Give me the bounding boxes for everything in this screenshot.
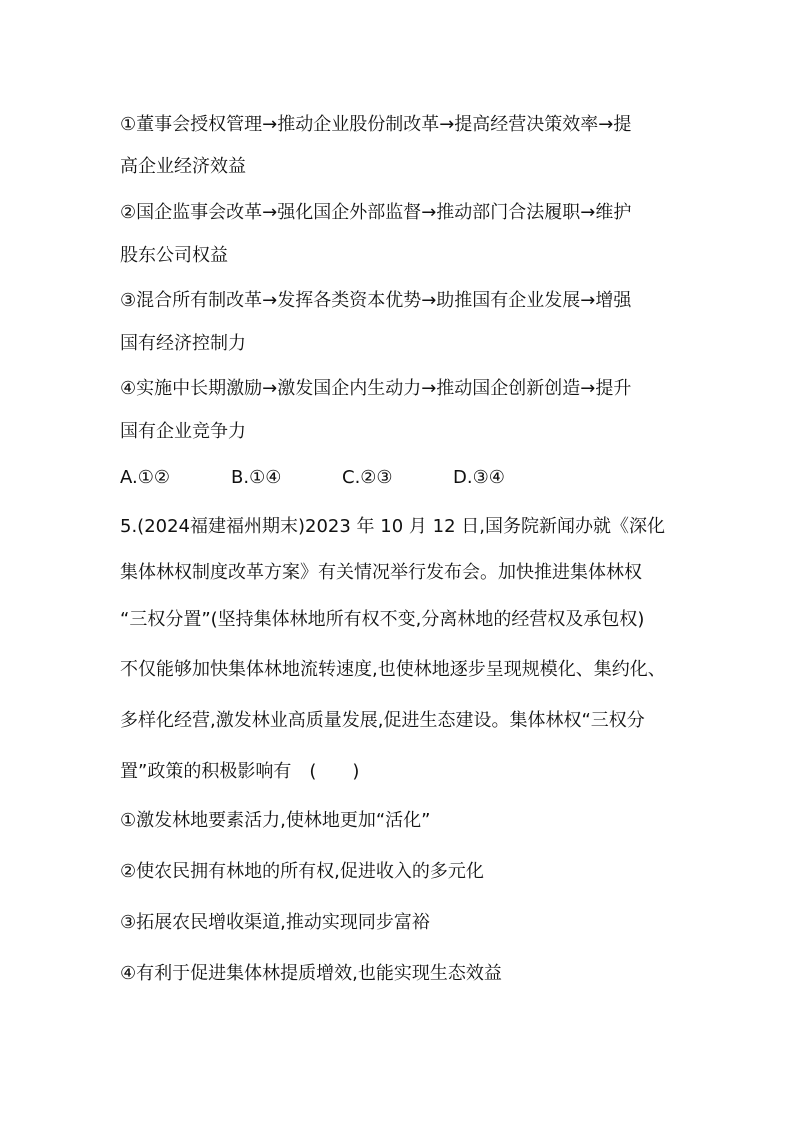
q4-item-1-line-2: 高企业经济效益 xyxy=(120,156,246,177)
q4-item-2-line-1: ②国企监事会改革→强化国企外部监督→推动部门合法履职→维护 xyxy=(120,202,632,223)
q5-stem-line-5: 多样化经营,激发林业高质量发展,促进生态建设。集体林权“三权分 xyxy=(120,710,645,731)
q4-item-4-line-2: 国有企业竞争力 xyxy=(120,421,246,442)
q4-option-d: D.③④ xyxy=(453,467,505,488)
q4-item-1-line-1: ①董事会授权管理→推动企业股份制改革→提高经营决策效率→提 xyxy=(120,114,632,135)
q5-item-1: ①激发林地要素活力,使林地更加“活化” xyxy=(120,810,431,831)
q4-option-b: B.①④ xyxy=(231,467,282,488)
q5-stem-line-6: 置”政策的积极影响有 ( ) xyxy=(120,761,360,782)
q5-stem-line-2: 集体林权制度改革方案》有关情况举行发布会。加快推进集体林权 xyxy=(120,562,642,583)
q4-answer-options xyxy=(120,467,564,489)
q4-item-3-line-2: 国有经济控制力 xyxy=(120,333,246,354)
q5-stem-line-1: 5.(2024福建福州期末)2023 年 10 月 12 日,国务院新闻办就《深化 xyxy=(120,516,665,537)
q4-item-2-line-2: 股东公司权益 xyxy=(120,245,228,266)
q5-stem-line-3: “三权分置”(坚持集体林地所有权不变,分离林地的经营权及承包权) xyxy=(120,609,645,630)
q5-stem-line-4: 不仅能够加快集体林地流转速度,也使林地逐步呈现规模化、集约化、 xyxy=(120,659,666,680)
q4-option-a: A.①② xyxy=(120,467,170,488)
q4-option-c: C.②③ xyxy=(342,467,393,488)
q5-item-2: ②使农民拥有林地的所有权,促进收入的多元化 xyxy=(120,861,484,882)
q4-item-3-line-1: ③混合所有制改革→发挥各类资本优势→助推国有企业发展→增强 xyxy=(120,290,632,311)
q4-item-4-line-1: ④实施中长期激励→激发国企内生动力→推动国企创新创造→提升 xyxy=(120,378,632,399)
q5-item-3: ③拓展农民增收渠道,推动实现同步富裕 xyxy=(120,912,430,933)
q5-item-4: ④有利于促进集体林提质增效,也能实现生态效益 xyxy=(120,963,502,984)
